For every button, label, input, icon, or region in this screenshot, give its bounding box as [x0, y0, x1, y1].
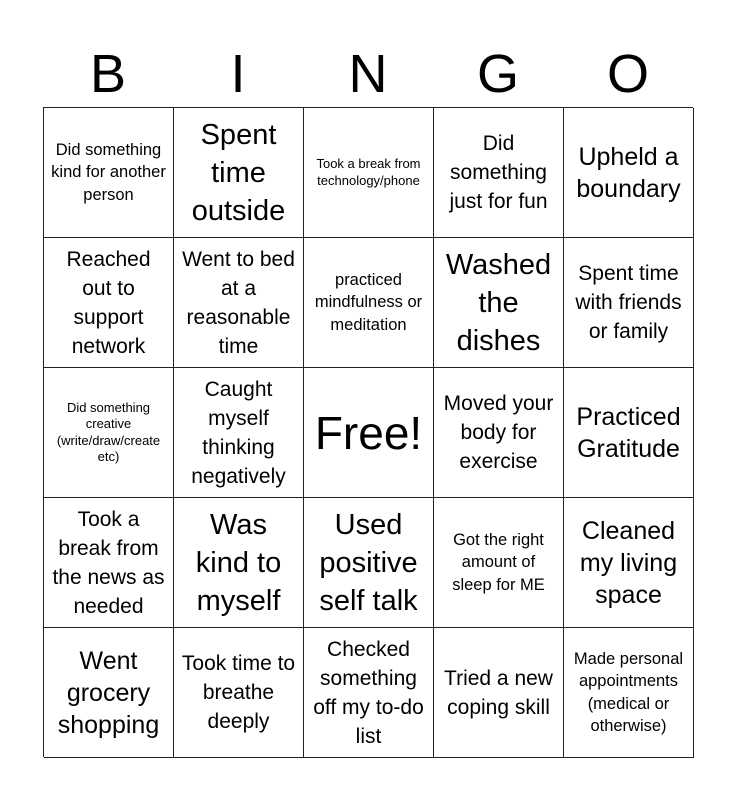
bingo-cell-label: Took time to breathe deeply	[181, 652, 296, 733]
bingo-cell-label: Upheld a boundary	[576, 142, 681, 203]
bingo-board	[43, 107, 693, 757]
bingo-cell-label: Did something creative (write/draw/create etc)	[56, 399, 161, 464]
bingo-cell-label: Spent time outside	[191, 118, 286, 227]
bingo-cell-i1[interactable]	[174, 108, 304, 238]
bingo-cell-o1[interactable]	[564, 108, 694, 238]
bingo-cell-label: Practiced Gratitude	[576, 402, 681, 463]
bingo-cell-label: Took a break from technology/phone	[316, 156, 421, 188]
bingo-cell-label: Did something kind for another person	[51, 140, 166, 204]
header-letter-o: O	[606, 44, 649, 104]
bingo-cell-b3[interactable]	[44, 368, 174, 498]
bingo-cell-label: Went grocery shopping	[57, 646, 160, 739]
header-letter-g: G	[476, 44, 519, 104]
header-letter-i: I	[230, 44, 246, 104]
bingo-cell-o2[interactable]	[564, 238, 694, 368]
bingo-cell-i4[interactable]	[174, 498, 304, 628]
bingo-cell-i3[interactable]	[174, 368, 304, 498]
bingo-cell-n4[interactable]	[304, 498, 434, 628]
bingo-cell-i5[interactable]	[174, 628, 304, 758]
bingo-cell-label: practiced mindfulness or meditation	[314, 270, 423, 334]
bingo-cell-label: Made personal appointments (medical or otherwise)	[573, 649, 684, 735]
bingo-cell-label: Took a break from the news as needed	[52, 507, 165, 618]
bingo-cell-g1[interactable]	[434, 108, 564, 238]
bingo-cell-label: Caught myself thinking negatively	[191, 377, 286, 488]
bingo-cell-label: Went to bed at a reasonable time	[182, 247, 295, 358]
bingo-cell-n1[interactable]	[304, 108, 434, 238]
bingo-cell-label: Was kind to myself	[195, 508, 282, 617]
bingo-cell-b1[interactable]	[44, 108, 174, 238]
header-letter-n: N	[348, 44, 388, 104]
bingo-cell-label: Got the right amount of sleep for ME	[452, 530, 545, 594]
bingo-cell-n2[interactable]	[304, 238, 434, 368]
bingo-cell-b5[interactable]	[44, 628, 174, 758]
bingo-cell-o5[interactable]	[564, 628, 694, 758]
bingo-cell-g4[interactable]	[434, 498, 564, 628]
bingo-cell-b2[interactable]	[44, 238, 174, 368]
bingo-header	[43, 40, 693, 108]
bingo-cell-o4[interactable]	[564, 498, 694, 628]
bingo-cell-n5[interactable]	[304, 628, 434, 758]
bingo-cell-label: Used positive self talk	[319, 508, 418, 617]
bingo-cell-b4[interactable]	[44, 498, 174, 628]
bingo-cell-i2[interactable]	[174, 238, 304, 368]
bingo-cell-label: Tried a new coping skill	[444, 666, 553, 719]
bingo-cell-label: Cleaned my living space	[579, 516, 678, 609]
bingo-cell-g3[interactable]	[434, 368, 564, 498]
bingo-cell-label: Did something just for fun	[449, 132, 548, 213]
bingo-cell-label: Moved your body for exercise	[443, 392, 554, 473]
bingo-cell-g2[interactable]	[434, 238, 564, 368]
bingo-cell-g5[interactable]	[434, 628, 564, 758]
bingo-cell-label: Washed the dishes	[445, 248, 552, 357]
bingo-cell-label: Reached out to support network	[66, 247, 151, 358]
bingo-cell-label: Spent time with friends or family	[575, 262, 682, 343]
bingo-cell-label: Checked something off my to-do list	[313, 637, 424, 748]
header-letter-b: B	[89, 44, 127, 104]
bingo-cell-o3[interactable]	[564, 368, 694, 498]
free-space-cell[interactable]	[304, 368, 434, 498]
bingo-cell-label: Free!	[314, 406, 423, 459]
